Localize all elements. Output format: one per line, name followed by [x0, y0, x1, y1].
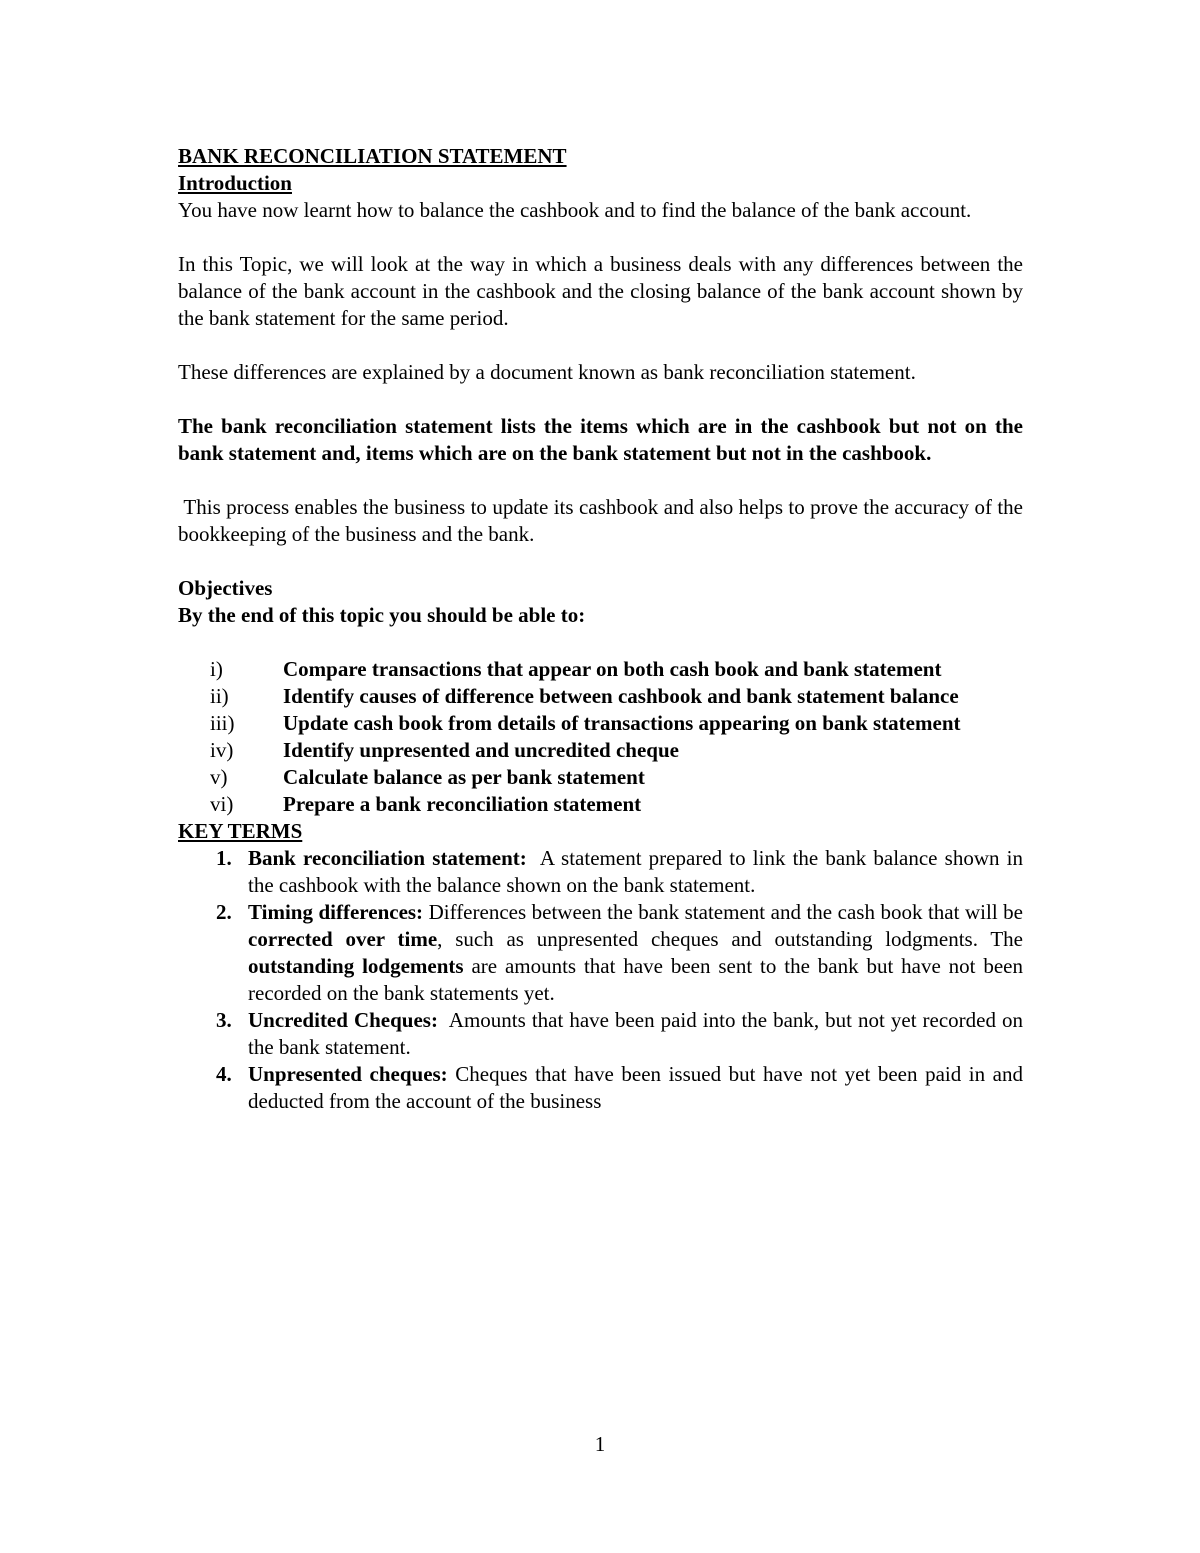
objective-text: Identify unpresented and uncredited cheque: [283, 738, 679, 762]
objective-text: Update cash book from details of transactions appearing on bank statement: [283, 711, 961, 735]
key-term-item: [178, 899, 1029, 1007]
objective-number: iii): [210, 711, 235, 735]
key-term-text: [248, 899, 1029, 1007]
key-term-name: Bank reconciliation statement:: [248, 846, 527, 870]
objective-text: Compare transactions that appear on both cash book and bank statement: [283, 657, 942, 681]
document-page: [178, 143, 1029, 1115]
key-term-item: [178, 1007, 1029, 1061]
intro-paragraph-2: In this Topic, we will look at the way in which a business deals with any differences between the balance of the bank account in the cashbook and the closing balance of the bank account shown by the bank statement for the same period.: [178, 252, 1023, 330]
key-term-text: [248, 1061, 1029, 1115]
key-term-number: 2.: [216, 900, 232, 924]
intro-paragraph-5: This process enables the business to update its cashbook and also helps to prove the accuracy of the bookkeeping of the business and the bank.: [178, 495, 1029, 546]
intro-paragraph-1: You have now learnt how to balance the cashbook and to find the balance of the bank account.: [178, 198, 972, 222]
key-term-name: Unpresented cheques:: [248, 1062, 448, 1086]
objective-number: v): [210, 765, 228, 789]
objective-item: [178, 737, 1023, 764]
key-term-item: [178, 1061, 1029, 1115]
objectives-list: [178, 656, 1023, 818]
key-term-definition: Amounts that have been paid into the bank, but not yet recorded on the bank statement.: [248, 1008, 1029, 1059]
key-terms-list: [178, 845, 1029, 1115]
key-term-emphasis: outstanding lodgements: [248, 954, 464, 978]
page-number: 1: [594, 1432, 606, 1456]
objectives-lead: By the end of this topic you should be able to:: [178, 603, 586, 627]
objective-text: Prepare a bank reconciliation statement: [283, 792, 642, 816]
key-term-definition: A statement prepared to link the bank balance shown in the cashbook with the balance shown on the bank statement.: [248, 846, 1029, 897]
intro-paragraph-4: The bank reconciliation statement lists the items which are in the cashbook but not on the bank statement and, items which are on the bank statement but not in the cashbook.: [178, 414, 1023, 465]
key-term-text: [248, 1007, 1029, 1061]
key-term-definition: , such as unpresented cheques and outstanding lodgments. The: [437, 927, 1029, 951]
objective-text: Calculate balance as per bank statement: [283, 765, 645, 789]
key-term-number: 1.: [216, 846, 232, 870]
key-term-definition: are amounts that have been sent to the bank but have not been recorded on the bank statements yet.: [248, 954, 1029, 1005]
objective-number: iv): [210, 738, 234, 762]
objective-item: [178, 656, 1023, 683]
key-term-number: 3.: [216, 1008, 232, 1032]
document-title: BANK RECONCILIATION STATEMENT: [178, 144, 567, 168]
objective-item: [178, 683, 1023, 710]
key-term-name: Uncredited Cheques:: [248, 1008, 438, 1032]
key-term-name: Timing differences:: [248, 900, 424, 924]
objective-number: vi): [210, 792, 234, 816]
key-term-number: 4.: [216, 1062, 232, 1086]
key-term-definition: Differences between the bank statement and the cash book that will be: [423, 900, 1029, 924]
objective-text: Identify causes of difference between cashbook and bank statement balance: [283, 684, 959, 708]
intro-paragraph-3: These differences are explained by a document known as bank reconciliation statement.: [178, 360, 916, 384]
objective-item: [178, 710, 1023, 737]
key-term-text: [248, 845, 1029, 899]
objective-item: [178, 764, 1023, 791]
key-terms-heading: KEY TERMS: [178, 819, 303, 843]
key-term-definition: Cheques that have been issued but have not yet been paid in and deducted from the account of the business: [248, 1062, 1029, 1113]
key-term-emphasis: corrected over time: [248, 927, 438, 951]
objective-number: ii): [210, 684, 229, 708]
objective-item: [178, 791, 1023, 818]
introduction-heading: Introduction: [178, 171, 292, 195]
objectives-heading: Objectives: [178, 576, 273, 600]
objective-number: i): [210, 657, 223, 681]
key-term-item: [178, 845, 1029, 899]
